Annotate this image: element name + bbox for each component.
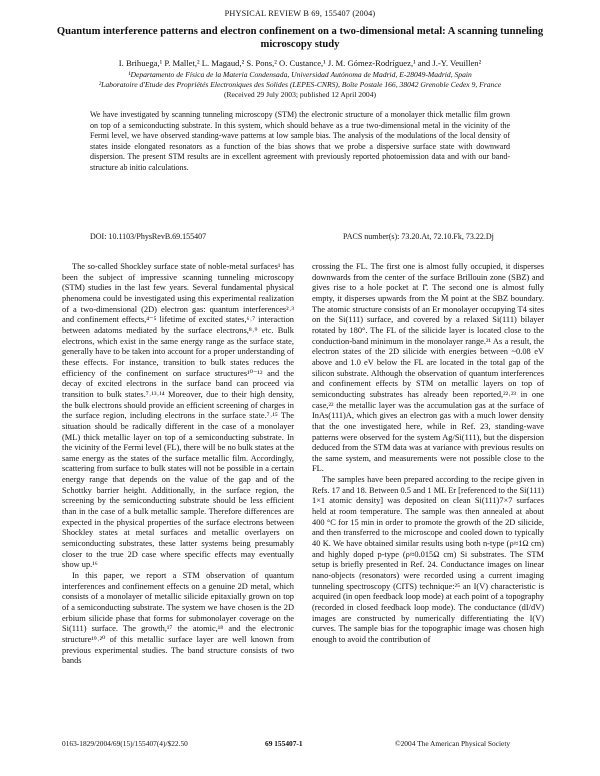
received-date: (Received 29 July 2003; published 12 April 2004) (223, 90, 377, 99)
body-column-right (312, 262, 544, 646)
abstract: We have investigated by scanning tunneling microscopy (STM) the electronic structure of a monolayer thick metallic film grown on top of a semiconducting substrate. In this system, which should behave as a true two-dimensional metal in the vicinity of the Fermi level, we have observed standing-wave patterns at low sample bias. The analysis of the modulations of the local density of states inside elongated resonators as a function of the bias shows that we probe a dispersive surface state with downward dispersion. The present STM results are in excellent agreement with previously reported photoemission data and with our band-structure ab initio calculations. (90, 110, 510, 172)
paragraph: The samples have been prepared according to the recipe given in Refs. 17 and 18. Between 0.5 and 1 ML Er [referenced to the Si(111) 1×1 atomic density] was deposited on clean Si(111)7×7 surfaces held at room temperature. The sample was then annealed at about 400 °C for 15 min in order to promote the growth of the 2D silicide, and then transferred to the microscope and cooled down to typically 40 K. We have obtained similar results using both n-type (ρ≈1Ω cm) and highly doped p-type (ρ≈0.015Ω cm) Si substrates. The STM setup is briefly presented in Ref. 24. Conductance images on linear nano-objects (resonators) were recorded using a current imaging tunneling spectroscopy (CITS) technique:²⁵ an I(V) characteristic is acquired (in open feedback loop mode) at each point of a topography (recorded in closed feedback loop mode). The conductance (dI/dV) images are constructed by numerically differentiating the I(V) curves. The sample bias for the topographic image was chosen high enough to avoid the contribution of (312, 475, 544, 644)
pacs-numbers: PACS number(s): 73.20.At, 72.10.Fk, 73.22.Dj (343, 232, 494, 241)
paragraph: crossing the FL. The first one is almost fully occupied, it disperses downwards from the center of the surface Brillouin zone (SBZ) and gives rise to a hole pocket at Γ̄. The second one is almost fully empty, it disperses upwards from the M̄ point at the SBZ boundary. The atomic structure consists of an Er monolayer occupying T4 sites on the Si(111) surface, and covered by a relaxed Si(111) bilayer rotated by 180°. The FL of the silicide layer is located close to the conduction-band minimum in the monolayer range.²¹ As a result, the electron states of the 2D silicide with energies between ~0.08 eV above and 1.0 eV below the FL are located in the total gap of the silicon substrate. Although the observation of quantum interferences and confinement effects by STM on metallic layers on top of semiconducting substrates has already been reported,²²˒²³ in one case,²² the metallic layer was the accumulation gas at the surface of InAs(111)A, which gives an electron gas with a much lower density that the one investigated here, while in Ref. 23, standing-wave patterns were observed for the system Ag/Si(111), but the dispersion deduced from the STM data was at variance with previous results on the same system, and measurements were not possible close to the FL. (312, 262, 544, 474)
footer-page-number: 69 155407-1 (265, 739, 303, 748)
paragraph: In this paper, we report a STM observation of quantum interferences and confinement effects on a genuine 2D metal, which consists of a monolayer of metallic silicide epitaxially grown on top of a semiconducting substrate. The system we have chosen is the 2D erbium silicide phase that forms for submonolayer coverage on the Si(111) surface. The growth,¹⁷ the atomic,¹⁸ and the electronic structure¹⁹˒²⁰ of this metallic surface layer are well known from previous experimental studies. The band structure consists of two bands (62, 571, 294, 666)
affiliation-1: ¹Departamento de Física de la Materia Condensada, Universidad Autónoma de Madrid, E-28049-Madrid, Spain (128, 70, 472, 79)
paper-title: Quantum interference patterns and electron confinement on a two-dimensional metal: A scanning tunneling microscopy study (56, 26, 544, 50)
paragraph: The so-called Shockley surface state of noble-metal surfaces¹ has been the subject of impressive scanning tunneling microscopy (STM) studies in the last few years. Several fundamental physical phenomena could be investigated using this experimental realization of a two-dimensional (2D) electron gas: quantum interferences²˒³ and confinement effects,⁴⁻⁵ lifetime of excited states,⁶˒⁷ interaction between adatoms mediated by the surface electrons,⁸˒⁹ etc. Bulk electrons, which exist in the same energy range as the surface state, generally have to be taken into account for a proper understanding of these effects. For instance, transition to bulk states reduces the efficiency of the confinement on surface structures¹⁰⁻¹² and the decay of excited electrons in the surface band can proceed via transition to bulk states.⁷˒¹³˒¹⁴ Moreover, due to their high density, the bulk electrons should provide an efficient screening of charges in the surface region, including electrons in the surface state.⁷˒¹⁵ The situation should be radically different in the case of a monolayer (ML) thick metallic layer on top of a semiconducting substrate. In the vicinity of the Fermi level (FL), there will be no bulk states at the same energy as the states of the surface metallic film. Accordingly, scattering from surface to bulk states will not be possible in a certain energy range that depends on the value of the gap and of the Schottky barrier height. Additionally, in the surface region, the screening by the semiconducting substrate should be less efficient than in the case of a bulk metallic sample. Therefore differences are expected in the physical properties of the surface electrons between Shockley states at metal surfaces and metallic overlayers on semiconducting substrates, these latter systems being presumably closer to the true 2D case where specific effects may eventually show up.¹⁶ (62, 262, 294, 570)
footer-copyright: ©2004 The American Physical Society (395, 739, 511, 748)
footer-issn: 0163-1829/2004/69(15)/155407(4)/$22.50 (62, 739, 188, 748)
doi-link[interactable]: DOI: 10.1103/PhysRevB.69.155407 (90, 232, 207, 241)
running-head: PHYSICAL REVIEW B 69, 155407 (2004) (224, 9, 376, 18)
body-column-left (62, 262, 294, 667)
author-list: I. Brihuega,¹ P. Mallet,² L. Magaud,² S. Pons,² O. Custance,¹ J. M. Gómez-Rodríguez,¹ and J.-Y. Veuillen² (118, 58, 482, 68)
affiliation-2: ²Laboratoire d'Etude des Propriétés Electroniques des Solides (LEPES-CNRS), Boîte Postale 166, 38042 Grenoble Cedex 9, France (98, 80, 502, 89)
